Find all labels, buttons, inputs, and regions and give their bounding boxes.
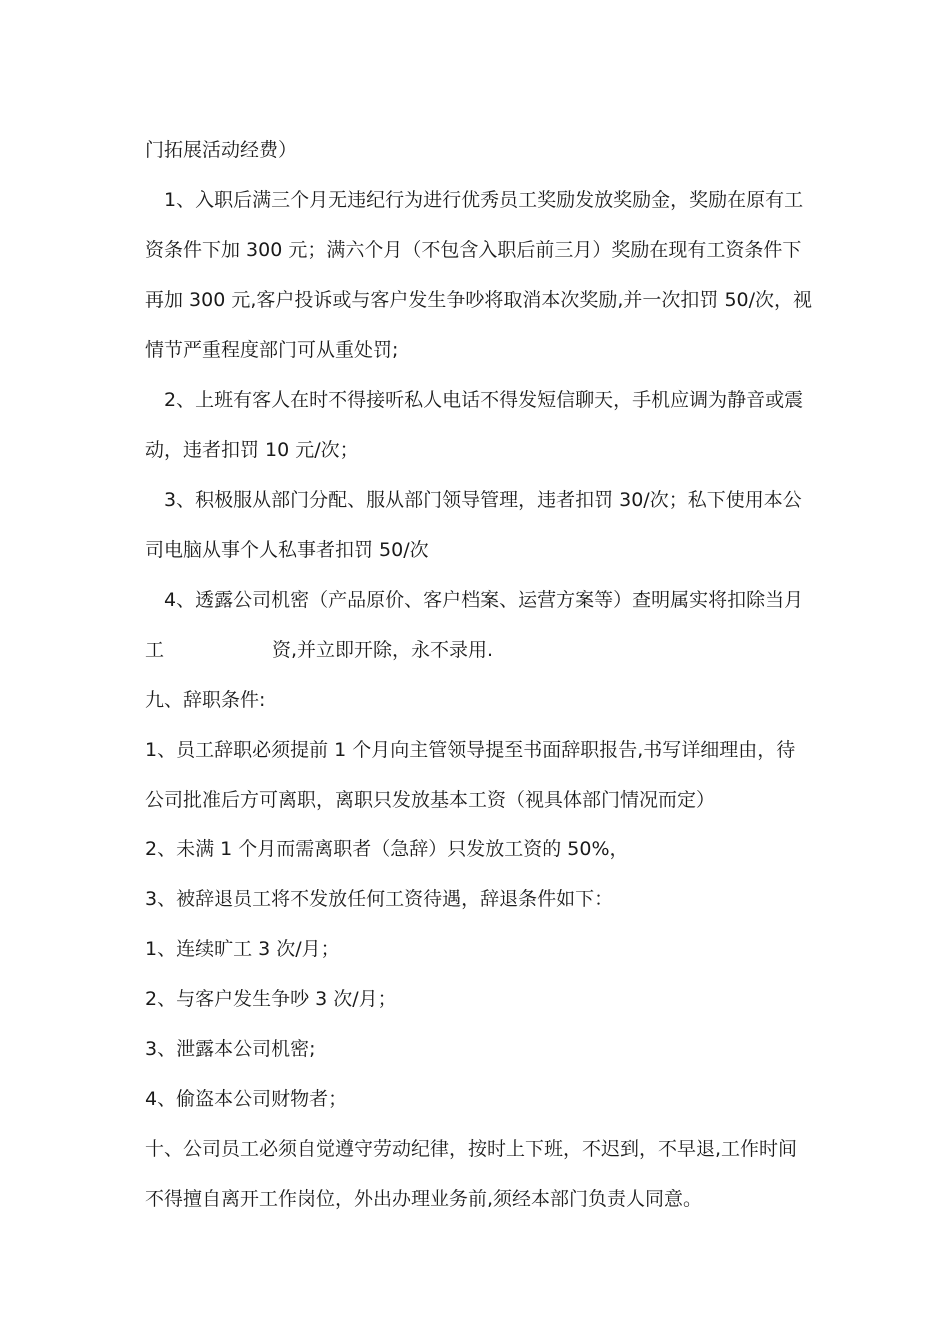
section-heading-resignation: 九、辞职条件: (145, 689, 266, 711)
rule-3-line-1: 3、积极服从部门分配、服从部门领导管理，违者扣罚 30/次；私下使用本公 (164, 489, 802, 511)
rule-1-line-2: 资条件下加 300 元；满六个月（不包含入职后前三月）奖励在现有工资条件下 (145, 239, 802, 261)
rule-1-line-1: 1、入职后满三个月无违纪行为进行优秀员工奖励发放奖励金，奖励在原有工 (164, 189, 804, 211)
rule-4-line-2-word: 工 (145, 639, 165, 661)
section-ten-line-1: 十、公司员工必须自觉遵守劳动纪律，按时上下班，不迟到，不早退,工作时间 (145, 1138, 798, 1160)
section-ten-line-2: 不得擅自离开工作岗位，外出办理业务前,须经本部门负责人同意。 (145, 1188, 703, 1210)
resign-item-1-line-2: 公司批准后方可离职，离职只发放基本工资（视具体部门情况而定） (145, 789, 716, 811)
rule-2-line-1: 2、上班有客人在时不得接听私人电话不得发短信聊天，手机应调为静音或震 (164, 389, 804, 411)
rule-3-line-2: 司电脑从事个人私事者扣罚 50/次 (145, 539, 429, 561)
rule-4-line-2 (145, 637, 825, 663)
dismissal-condition-2: 2、与客户发生争吵 3 次/月； (145, 988, 397, 1010)
dismissal-condition-3: 3、泄露本公司机密; (145, 1038, 316, 1060)
dismissal-condition-1: 1、连续旷工 3 次/月； (145, 938, 340, 960)
rule-1-line-3: 再加 300 元,客户投诉或与客户发生争吵将取消本次奖励,并一次扣罚 50/次，视 (145, 289, 813, 311)
dismissal-condition-4: 4、偷盗本公司财物者； (145, 1088, 348, 1110)
resign-item-1-line-1: 1、员工辞职必须提前 1 个月向主管领导提至书面辞职报告,书写详细理由，待 (145, 739, 796, 761)
resign-item-3: 3、被辞退员工将不发放任何工资待遇，辞退条件如下： (145, 888, 614, 910)
rule-1-line-4: 情节严重程度部门可从重处罚; (145, 339, 399, 361)
resign-item-2: 2、未满 1 个月而需离职者（急辞）只发放工资的 50%， (145, 838, 629, 860)
rule-4-line-1: 4、透露公司机密（产品原价、客户档案、运营方案等）查明属实将扣除当月 (164, 589, 804, 611)
rule-4-line-2-rest: 资,并立即开除，永不录用. (272, 639, 494, 661)
text-line-continuation: 门拓展活动经费） (145, 139, 298, 161)
rule-2-line-2: 动，违者扣罚 10 元/次； (145, 439, 359, 461)
